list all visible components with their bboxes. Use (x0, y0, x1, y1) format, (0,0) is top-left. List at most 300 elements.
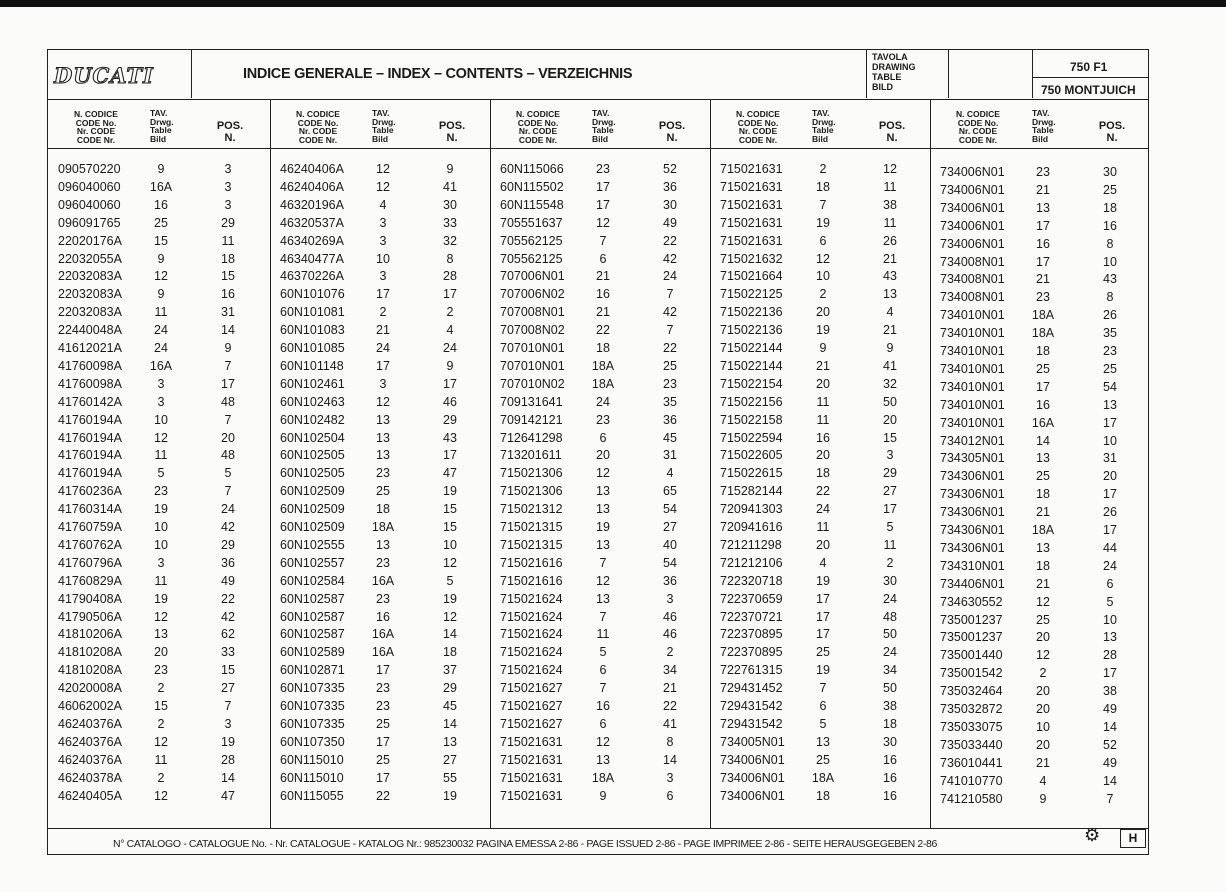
position-number: 12 (443, 609, 457, 624)
drawing-table: 11 (154, 573, 168, 588)
drawing-table: 16A (371, 627, 395, 642)
part-code: 46240376A (58, 734, 122, 749)
code-header-line: Nr. CODE (738, 126, 778, 136)
part-code: 41760194A (58, 412, 122, 427)
position-number: 27 (883, 484, 897, 499)
tav-header-line: Bild (150, 133, 167, 144)
position-number: 17 (1103, 523, 1117, 537)
code-column-header (728, 110, 788, 144)
part-code: 715022594 (720, 430, 783, 445)
part-code: 60N115010 (280, 752, 344, 767)
tav-header-line: Bild (812, 133, 829, 144)
drawing-table: 3 (379, 233, 387, 248)
drawing-table: 17 (596, 197, 610, 212)
position-number: 2 (666, 645, 674, 660)
drawing-table: 12 (596, 215, 610, 230)
position-number: 48 (221, 394, 235, 409)
engine-icon: ⚙ (1084, 825, 1101, 845)
drawing-table: 13 (154, 627, 168, 642)
position-number: 7 (224, 412, 232, 427)
part-code: 735001542 (940, 666, 1003, 681)
ducati-logo: DUCATI (54, 63, 154, 88)
page-title: INDICE GENERALE – INDEX – CONTENTS – VERZEICHNIS (243, 66, 633, 82)
code-header-line: CODE Nr. (298, 134, 338, 145)
drawing-table: 10 (376, 251, 390, 266)
pos-header-line: N. (446, 132, 458, 144)
position-number: 29 (883, 466, 897, 481)
part-code: 22020176A (58, 233, 122, 248)
position-number: 21 (883, 323, 897, 338)
part-code: 60N102587 (280, 627, 345, 642)
part-code: 735001440 (940, 648, 1003, 663)
position-number: 24 (883, 591, 897, 606)
position-number: 52 (663, 162, 677, 176)
position-number: 5 (224, 466, 232, 481)
position-number: 3 (886, 448, 894, 463)
position-number: 44 (1103, 540, 1117, 555)
pos-header-line: POS. (878, 120, 906, 132)
part-code: 722370895 (720, 627, 783, 642)
tav-header-line: TAV. (592, 108, 610, 118)
part-code: 41760194A (58, 430, 122, 445)
position-number: 20 (1103, 469, 1117, 484)
part-code: 734006N01 (940, 218, 1005, 233)
part-code: 60N115502 (500, 179, 564, 194)
pos-column-header (875, 120, 909, 144)
drawing-table: 17 (1036, 254, 1050, 269)
part-code: 715022158 (720, 412, 783, 427)
position-number: 27 (221, 681, 235, 696)
position-number: 10 (1103, 254, 1117, 269)
part-code: 734306N01 (940, 469, 1005, 484)
drawing-table: 5 (819, 716, 827, 731)
position-number: 14 (221, 770, 235, 785)
drawing-table: 21 (1036, 182, 1050, 197)
drawing-table: 10 (154, 412, 168, 427)
drawing-table: 5 (599, 645, 607, 660)
pos-column-header (655, 120, 689, 144)
drawing-table: 20 (154, 645, 168, 660)
position-number: 30 (663, 197, 677, 212)
position-number: 13 (883, 287, 897, 302)
tav-header-line: Table (592, 125, 614, 135)
drawing-table: 12 (154, 269, 168, 284)
drawing-table: 12 (596, 573, 610, 588)
part-code: 715021631 (720, 197, 783, 212)
position-number: 50 (883, 681, 897, 696)
part-code: 707006N01 (500, 269, 565, 284)
tav-header-line: Bild (372, 133, 389, 144)
position-number: 29 (443, 412, 457, 427)
part-code: 707008N02 (500, 323, 565, 338)
position-number: 5 (446, 573, 454, 588)
position-number: 17 (443, 376, 457, 391)
part-code: 60N115055 (280, 788, 344, 803)
position-number: 48 (883, 609, 897, 624)
part-code: 60N102589 (280, 645, 345, 660)
drawing-table: 21 (376, 323, 390, 338)
drawing-table: 23 (376, 699, 390, 713)
part-code: 46240405A (58, 788, 122, 803)
position-number: 13 (1103, 397, 1117, 412)
drawing-table: 20 (816, 537, 830, 552)
position-number: 49 (663, 215, 677, 230)
position-number: 12 (883, 162, 897, 176)
part-code: 735033440 (940, 737, 1003, 752)
drawing-table: 18A (591, 770, 615, 785)
code-header-line: CODE Nr. (958, 134, 998, 145)
tav-header-line: TAV. (812, 108, 830, 118)
part-code: 715021631 (720, 179, 783, 194)
drawing-table: 12 (1036, 648, 1050, 663)
position-number: 32 (883, 376, 897, 391)
drawing-table: 2 (1039, 666, 1047, 681)
position-number: 25 (1103, 361, 1117, 376)
drawing-table: 12 (376, 179, 390, 194)
position-number: 33 (443, 215, 457, 230)
position-number: 52 (1103, 737, 1117, 752)
position-number: 42 (663, 305, 677, 320)
pos-column-header (213, 120, 247, 144)
position-number: 15 (221, 269, 235, 284)
part-code: 715021616 (500, 573, 563, 588)
tav-header-line: Table (1032, 125, 1054, 135)
position-number: 11 (883, 215, 897, 230)
position-number: 29 (221, 537, 235, 552)
position-number: 23 (663, 376, 677, 391)
drawing-table: 24 (154, 341, 168, 355)
part-code: 715022144 (720, 358, 783, 373)
part-code: 22032055A (58, 251, 122, 266)
position-number: 27 (443, 752, 457, 767)
part-code: 60N101085 (280, 341, 345, 355)
part-code: 713201611 (500, 448, 562, 463)
part-code: 096040060 (58, 179, 121, 194)
drawing-table: 18A (371, 520, 395, 534)
part-code: 709131641 (500, 394, 563, 409)
part-code: 715021632 (720, 251, 783, 266)
drawing-table: 4 (819, 555, 827, 570)
part-code: 734010N01 (940, 397, 1005, 412)
drawing-table: 15 (154, 233, 168, 248)
part-code: 722370895 (720, 645, 783, 660)
drawing-table: 16A (149, 179, 173, 194)
drawing-table: 17 (376, 358, 390, 373)
divider (866, 50, 867, 98)
position-number: 30 (1103, 165, 1117, 179)
part-code: 715021631 (720, 215, 783, 230)
part-code: 734006N01 (720, 770, 785, 785)
part-code: 715021315 (500, 537, 563, 552)
position-number: 45 (663, 430, 677, 445)
position-number: 43 (883, 269, 897, 284)
part-code: 715021631 (500, 752, 563, 767)
column-divider (710, 100, 711, 828)
drawing-table: 13 (596, 752, 610, 767)
position-number: 7 (1106, 791, 1114, 806)
part-code: 734008N01 (940, 272, 1005, 287)
position-number: 3 (224, 716, 232, 731)
position-number: 7 (224, 484, 232, 499)
part-code: 60N107350 (280, 734, 345, 749)
position-number: 42 (221, 520, 235, 534)
code-header-line: CODE No. (75, 117, 117, 128)
drawing-table: 13 (376, 430, 390, 445)
drawing-table: 25 (376, 484, 390, 499)
drawing-table: 7 (599, 233, 607, 248)
drawing-table: 18A (1031, 326, 1055, 341)
position-number: 40 (663, 537, 677, 552)
position-number: 10 (1103, 612, 1117, 627)
position-number: 50 (883, 627, 897, 642)
part-code: 715021664 (720, 269, 783, 284)
footer-divider (48, 828, 1148, 829)
drawing-table: 3 (379, 215, 387, 230)
position-number: 41 (883, 358, 897, 373)
drawing-table: 23 (1036, 165, 1050, 179)
table-label-fr: TABLE (872, 72, 902, 82)
tav-header-line: Drwg. (1032, 116, 1056, 127)
part-code: 734306N01 (940, 540, 1005, 555)
tav-header-line: Drwg. (592, 116, 616, 127)
position-number: 16 (1103, 218, 1117, 233)
position-number: 15 (443, 520, 457, 534)
part-code: 41790408A (58, 591, 122, 606)
part-code: 734006N01 (720, 752, 785, 767)
position-number: 25 (1103, 182, 1117, 197)
code-column-header (948, 110, 1008, 144)
part-code: 096040060 (58, 197, 121, 212)
code-header-line: CODE Nr. (518, 134, 558, 145)
drawing-table: 20 (816, 376, 830, 391)
position-number: 9 (446, 162, 454, 176)
position-number: 18 (883, 716, 897, 731)
drawing-table: 7 (599, 609, 607, 624)
drawing-table: 11 (154, 305, 168, 320)
drawing-table: 25 (816, 752, 830, 767)
position-number: 8 (1106, 290, 1114, 305)
drawing-table: 2 (379, 305, 387, 320)
position-number: 8 (666, 734, 674, 749)
part-code: 734008N01 (940, 290, 1005, 305)
code-header-line: Nr. CODE (518, 126, 558, 136)
position-number: 23 (1103, 344, 1117, 358)
position-number: 17 (221, 376, 235, 391)
part-code: 741210580 (940, 791, 1003, 806)
tav-header-line: Drwg. (812, 116, 836, 127)
drawing-table: 6 (599, 663, 607, 678)
part-code: 60N102509 (280, 484, 345, 499)
position-number: 65 (663, 484, 677, 499)
drawing-table: 9 (157, 251, 165, 266)
index-table-frame (47, 49, 1149, 855)
drawing-table: 13 (596, 591, 610, 606)
position-number: 3 (224, 162, 232, 176)
part-code: 715021306 (500, 484, 563, 499)
part-code: 722320718 (720, 573, 783, 588)
part-code: 715022605 (720, 448, 783, 463)
position-number: 11 (883, 179, 897, 194)
part-code: 46240376A (58, 716, 122, 731)
position-number: 20 (221, 430, 235, 445)
drawing-table: 12 (1036, 594, 1050, 609)
part-code: 46370226A (280, 269, 344, 284)
position-number: 48 (221, 448, 235, 463)
drawing-table: 11 (816, 394, 830, 409)
drawing-table: 21 (1036, 755, 1050, 770)
code-header-line: CODE No. (297, 117, 339, 128)
part-code: 715021624 (500, 609, 563, 624)
drawing-table: 2 (819, 287, 827, 302)
drawing-table: 25 (376, 716, 390, 731)
drawing-table: 20 (1036, 737, 1050, 752)
part-code: 60N102871 (280, 663, 345, 678)
drawing-table: 18 (596, 341, 610, 355)
divider (948, 50, 949, 98)
drawing-table: 3 (157, 555, 165, 570)
part-code: 707006N02 (500, 287, 565, 302)
position-number: 30 (883, 573, 897, 588)
drawing-table: 16A (149, 358, 173, 373)
drawing-table: 23 (376, 466, 390, 481)
tav-header-line: Table (150, 125, 172, 135)
position-number: 36 (663, 179, 677, 194)
model-name-montjuich: 750 MONTJUICH (1041, 83, 1136, 97)
position-number: 43 (1103, 272, 1117, 287)
part-code: 720941303 (720, 502, 783, 517)
part-code: 60N107335 (280, 681, 345, 696)
position-number: 18 (221, 251, 235, 266)
part-code: 707010N01 (500, 341, 565, 355)
drawing-table: 23 (596, 162, 610, 176)
part-code: 715021631 (720, 233, 783, 248)
position-number: 38 (883, 197, 897, 212)
position-number: 41 (663, 716, 677, 731)
drawing-table: 2 (819, 162, 827, 176)
position-number: 4 (666, 466, 674, 481)
drawing-table: 16 (816, 430, 830, 445)
part-code: 41790506A (58, 609, 122, 624)
code-header-line: CODE Nr. (76, 134, 116, 145)
part-code: 715021631 (500, 788, 563, 803)
position-number: 46 (663, 627, 677, 642)
position-number: 31 (1103, 451, 1117, 466)
code-header-line: N. CODICE (74, 109, 118, 119)
position-number: 46 (443, 394, 457, 409)
part-code: 22032083A (58, 287, 122, 302)
part-code: 734006N01 (940, 182, 1005, 197)
part-code: 60N102505 (280, 448, 345, 463)
position-number: 28 (1103, 648, 1117, 663)
drawing-table: 13 (376, 537, 390, 552)
position-number: 26 (883, 233, 897, 248)
part-code: 715021631 (500, 734, 563, 749)
drawing-table: 22 (596, 323, 610, 338)
part-code: 60N107335 (280, 716, 345, 731)
tav-header-line: Bild (1032, 133, 1049, 144)
part-code: 46240378A (58, 770, 122, 785)
drawing-table: 25 (1036, 361, 1050, 376)
column-divider (270, 100, 271, 828)
part-code: 46062002A (58, 699, 122, 713)
drawing-table: 20 (816, 448, 830, 463)
position-number: 2 (446, 305, 454, 320)
part-code: 734012N01 (940, 433, 1005, 448)
part-code: 60N102584 (280, 573, 345, 588)
part-code: 707008N01 (500, 305, 565, 320)
drawing-table: 11 (816, 412, 830, 427)
drawing-table: 12 (154, 430, 168, 445)
position-number: 11 (221, 233, 235, 248)
drawing-table: 25 (1036, 612, 1050, 627)
drawing-table: 17 (596, 179, 610, 194)
drawing-table: 18A (1031, 523, 1055, 537)
position-number: 17 (443, 287, 457, 302)
part-code: 735033075 (940, 719, 1003, 734)
part-code: 22032083A (58, 305, 122, 320)
part-code: 715021312 (500, 502, 563, 517)
drawing-table: 7 (819, 197, 827, 212)
part-code: 60N115010 (280, 770, 344, 785)
drawing-table: 25 (816, 645, 830, 660)
position-number: 35 (1103, 326, 1117, 341)
position-number: 17 (1103, 487, 1117, 502)
position-number: 9 (446, 358, 454, 373)
part-code: 41760142A (58, 394, 122, 409)
position-number: 17 (1103, 415, 1117, 430)
position-number: 4 (446, 323, 454, 338)
position-number: 22 (221, 591, 235, 606)
table-label (872, 52, 916, 92)
part-code: 41760762A (58, 537, 122, 552)
part-code: 735032464 (940, 684, 1003, 699)
position-number: 36 (663, 412, 677, 427)
drawing-table: 14 (1036, 433, 1050, 448)
drawing-table: 13 (1036, 200, 1050, 215)
drawing-table: 16A (371, 645, 395, 660)
drawing-table: 12 (376, 394, 390, 409)
pos-column-header (435, 120, 469, 144)
part-code: 715022125 (720, 287, 783, 302)
part-code: 734010N01 (940, 415, 1005, 430)
section-letter: H (1120, 829, 1146, 848)
tav-header-line: TAV. (372, 108, 390, 118)
drawing-table: 18 (1036, 344, 1050, 358)
drawing-table: 23 (154, 663, 168, 678)
drawing-table: 3 (379, 269, 387, 284)
drawing-table: 23 (376, 555, 390, 570)
part-code: 60N102555 (280, 537, 345, 552)
position-number: 14 (1103, 773, 1117, 788)
part-code: 60N102509 (280, 520, 345, 534)
position-number: 5 (1106, 594, 1114, 609)
position-number: 30 (443, 197, 457, 212)
drawing-table: 13 (1036, 540, 1050, 555)
drawing-table: 17 (816, 609, 830, 624)
part-code: 60N102509 (280, 502, 345, 517)
position-number: 42 (663, 251, 677, 266)
position-number: 19 (443, 591, 457, 606)
divider (191, 50, 192, 98)
drawing-table: 18A (1031, 308, 1055, 323)
drawing-table: 21 (816, 358, 830, 373)
position-number: 46 (663, 609, 677, 624)
position-number: 17 (443, 448, 457, 463)
part-code: 712641298 (500, 430, 563, 445)
code-header-line: Nr. CODE (76, 126, 116, 136)
position-number: 14 (663, 752, 677, 767)
code-header-line: N. CODICE (516, 109, 560, 119)
